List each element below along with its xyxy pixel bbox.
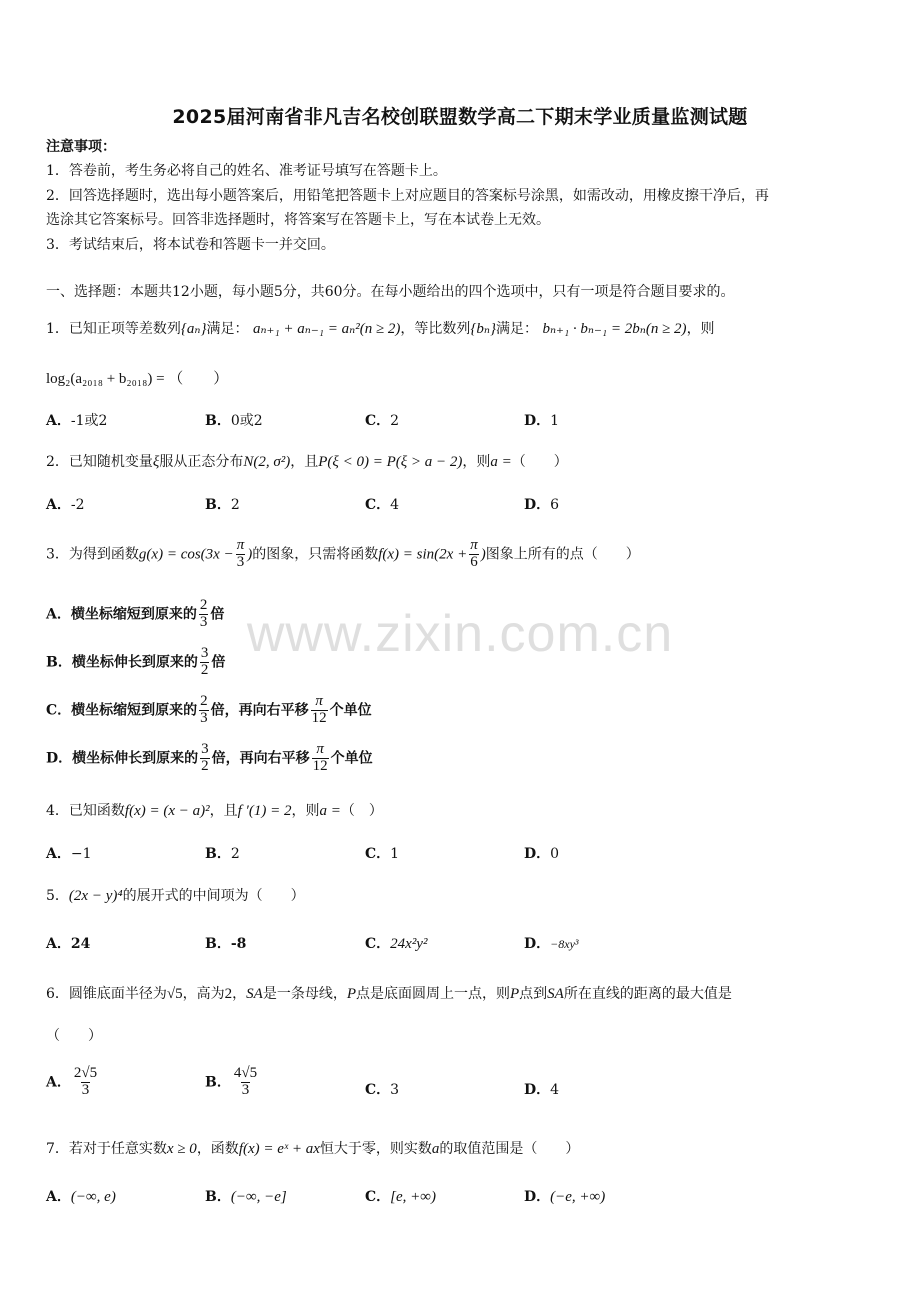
q3-option-a[interactable] [46,598,224,631]
q2-formula-3: a = [490,454,512,470]
option-label: A． [46,846,71,862]
q5-option-c[interactable] [365,933,427,953]
note-1: 1．答卷前，考生务必将自己的姓名、准考证号填写在答题卡上。 [46,163,447,179]
option-label: B． [46,654,72,671]
q2-text-1: 2．已知随机变量 [46,454,153,470]
q5-formula: (2x − y)⁴ [68,888,123,904]
q7-option-b[interactable] [205,1186,287,1206]
q4-formula-3: a = [319,803,341,819]
q3-text-3: 图象上所有的点（ ） [485,546,640,563]
q4-text-4: （ ） [340,803,383,819]
option-label: B． [205,846,231,862]
option-label: D． [524,413,551,429]
denominator: 2 [201,757,209,774]
note-2a: 2．回答选择题时，选出每小题答案后，用铅笔把答题卡上对应题目的答案标号涂黑，如需改动，用橡皮擦干净后，再 [46,188,769,204]
question-7 [46,1138,579,1158]
option-label: C． [365,846,391,862]
q6-option-b[interactable] [205,1066,260,1099]
q7-text-1: 7．若对于任意实数 [46,1141,167,1157]
option-text: 倍，再向右平移 [211,750,310,767]
q5-option-a[interactable] [46,933,90,953]
q3-option-b[interactable] [46,646,225,679]
q5-number: 5． [46,888,69,904]
option-text: 2 [230,846,240,862]
q6-option-c[interactable] [365,1079,399,1099]
denominator: 3 [200,709,208,726]
option-label: C． [365,1082,391,1098]
option-text: 6 [550,497,560,513]
option-fraction [200,742,210,775]
option-label: D． [524,936,551,952]
q2-formula-1: N(2, σ²) [243,454,291,470]
q1-option-d[interactable] [524,410,559,430]
q1-text-3: ，等比数列 [400,321,471,337]
option-label: C． [46,702,72,719]
option-text: 横坐标缩短到原来的 [71,702,198,719]
question-3 [46,538,640,571]
q1-seq-b: {bₙ} [470,321,496,337]
option-text: 2 [390,413,400,429]
option-text: 3 [390,1082,400,1098]
q1-formula-1: aₙ₊₁ + aₙ₋₁ = aₙ²(n ≥ 2) [252,321,401,337]
q7-text-4: 的取值范围是（ ） [439,1141,580,1157]
option-text: −1 [70,846,92,862]
numerator: π [470,537,478,553]
q7-formula-3: a [431,1141,440,1157]
q6-formula-2: 2 [224,986,233,1002]
numerator: 2 [200,693,208,709]
option-label: A． [46,497,71,513]
watermark: www.zixin.com.cn [246,605,674,663]
q7-option-d[interactable] [524,1186,605,1206]
option-text: 横坐标缩短到原来的 [70,606,197,623]
question-6-line-2: （ ） [46,1028,102,1044]
numerator: π [316,741,324,757]
question-4 [46,800,383,820]
option-label: A． [46,413,71,429]
q6-text-1: 6．圆锥底面半径为 [46,986,167,1002]
option-text: 个单位 [329,702,372,719]
q4-text-3: ，则 [291,803,320,819]
numerator: 4√5 [233,1065,258,1081]
section-heading: 一、选择题：本题共12小题，每小题5分，共60分。在每小题给出的四个选项中，只有一项是符合题目要求的。 [46,284,735,300]
option-fraction-2 [312,742,329,775]
option-text: 1 [550,413,560,429]
option-label: A． [46,1189,71,1205]
q6-formula-3: SA [246,986,263,1002]
q2-option-d[interactable] [524,494,559,514]
q4-option-a[interactable] [46,843,92,863]
numerator: π [315,693,323,709]
q2-text-5: （ ） [511,454,568,470]
option-fraction [73,1066,98,1099]
q3-paren-1: ) [247,546,253,563]
q2-xi: ξ [152,454,160,470]
q1-text-2: 满足： [206,321,249,337]
q3-option-c[interactable] [46,694,372,727]
question-6-line-1 [46,983,732,1003]
question-1-line-1 [46,318,715,338]
q6-formula-4: P [346,986,356,1002]
option-text: 4 [390,497,400,513]
option-label: B． [205,1074,231,1091]
question-5 [46,885,305,905]
page-title: 2025届河南省非凡吉名校创联盟数学高二下期末学业质量监测试题 [172,106,748,128]
q6-text-4: 是一条母线， [262,986,347,1002]
q4-text-1: 4．已知函数 [46,803,125,819]
option-label: A． [46,1074,71,1091]
option-label: C． [365,413,391,429]
option-label: C． [365,936,391,952]
option-text: 个单位 [330,750,373,767]
q4-text-2: ，且 [209,803,238,819]
q4-option-b[interactable] [205,843,240,863]
q2-formula-2: P(ξ < 0) = P(ξ > a − 2) [318,454,463,470]
q5-option-d[interactable] [524,933,579,953]
q4-option-d[interactable] [524,843,559,863]
q2-text-3: ，且 [290,454,319,470]
option-label: D． [524,846,551,862]
q7-option-a[interactable] [46,1186,116,1206]
option-label: A． [46,606,71,623]
option-text: [e, +∞) [390,1189,436,1205]
denominator: 2 [200,661,209,678]
option-text: (−∞, −e] [230,1189,287,1205]
q1-seq-a: {aₙ} [180,321,207,337]
question-1-line-2: log₂(a₂₀₁₈ + b₂₀₁₈) = （ ） [46,371,229,387]
numerator: 3 [201,741,209,757]
notes-heading: 注意事项： [46,139,116,155]
option-label: D． [46,750,73,767]
option-fraction [199,598,209,631]
option-label: C． [365,1189,391,1205]
q7-option-c[interactable] [365,1186,436,1206]
q6-formula-5: P [510,986,520,1002]
q6-formula-1: √5 [166,986,183,1002]
option-text: −8xy³ [550,937,579,951]
option-label: D． [524,497,551,513]
option-text: 倍，再向右平移 [210,702,309,719]
numerator: π [236,537,245,553]
q7-formula-2: f(x) = eˣ + ax [238,1141,320,1157]
q1-option-c[interactable] [365,410,399,430]
numerator: 3 [200,645,209,661]
option-text: -1或2 [70,413,108,429]
option-label: D． [524,1082,551,1098]
option-text: 0或2 [230,413,263,429]
q3-text-1: 3．为得到函数 [46,546,139,563]
numerator: 2 [199,597,208,613]
q4-formula-2: f ′(1) = 2 [237,803,292,819]
q4-option-c[interactable] [365,843,399,863]
option-text: 倍 [211,654,226,671]
q2-text-2: 服从正态分布 [159,454,244,470]
option-text: 4 [550,1082,560,1098]
q2-option-b[interactable] [205,494,240,514]
q1-option-b[interactable] [205,410,263,430]
option-fraction [233,1066,258,1099]
denominator: 3 [199,613,208,630]
option-text: 0 [550,846,560,862]
option-label: C． [365,497,391,513]
q2-option-c[interactable] [365,494,399,514]
option-text: -8 [230,936,247,952]
q7-formula-1: x ≥ 0 [166,1141,197,1157]
denominator: 6 [470,553,478,570]
q3-text-2: 的图象，只需将函数 [252,546,379,563]
q2-option-a[interactable] [46,494,85,514]
q1-formula-2: bₙ₊₁ · bₙ₋₁ = 2bₙ(n ≥ 2) [542,321,687,337]
option-text: 24 [70,936,91,952]
q5-option-b[interactable] [205,933,246,953]
option-label: B． [205,413,231,429]
option-label: B． [205,936,231,952]
option-text: 横坐标伸长到原来的 [71,654,198,671]
option-text: 横坐标伸长到原来的 [72,750,199,767]
q3-fraction-2 [469,538,479,571]
q1-text-1: 1．已知正项等差数列 [46,321,181,337]
denominator: 12 [312,757,328,774]
q7-text-3: 恒大于零，则实数 [319,1141,432,1157]
option-text: 倍 [210,606,225,623]
option-label: D． [524,1189,551,1205]
denominator: 3 [241,1081,250,1098]
q6-text-3: ， [232,986,247,1002]
option-fraction [200,646,210,679]
option-text: 2 [230,497,240,513]
option-text: 1 [390,846,400,862]
q6-text-7: 所在直线的距离的最大值是 [563,986,732,1002]
q4-formula-1: f(x) = (x − a)² [124,803,210,819]
option-text: 24x²y² [390,936,428,952]
note-3: 3．考试结束后，将本试卷和答题卡一并交回。 [46,237,335,253]
q2-text-4: ，则 [462,454,491,470]
q1-option-a[interactable] [46,410,107,430]
denominator: 3 [236,553,245,570]
q7-text-2: ，函数 [196,1141,239,1157]
q3-paren-2: ) [480,546,486,563]
q6-text-2: ，高为 [182,986,225,1002]
option-text: (−∞, e) [70,1189,116,1205]
q3-formula-2: f(x) = sin(2x + [378,546,468,563]
q6-option-a[interactable] [46,1066,100,1099]
q5-text: 的展开式的中间项为（ ） [122,888,305,904]
q6-text-5: 点是底面圆周上一点，则 [356,986,510,1002]
option-text: (−e, +∞) [550,1189,606,1205]
option-fraction [199,694,209,727]
q6-formula-6: SA [547,986,564,1002]
option-label: B． [205,497,231,513]
q3-fraction-1 [236,538,246,571]
denominator: 3 [81,1081,90,1098]
option-label: B． [205,1189,231,1205]
option-label: A． [46,936,71,952]
q1-text-5: ，则 [686,321,715,337]
question-2 [46,451,568,471]
denominator: 12 [311,709,327,726]
q1-text-4: 满足： [496,321,538,337]
q3-option-d[interactable] [46,742,373,775]
q6-text-6: 点到 [519,986,548,1002]
q6-option-d[interactable] [524,1079,559,1099]
option-fraction-2 [311,694,328,727]
q3-formula-1: g(x) = cos(3x − [138,546,234,563]
note-2b: 选涂其它答案标号。回答非选择题时，将答案写在答题卡上，写在本试卷上无效。 [46,212,550,228]
numerator: 2√5 [73,1065,98,1081]
option-text: -2 [70,497,85,513]
